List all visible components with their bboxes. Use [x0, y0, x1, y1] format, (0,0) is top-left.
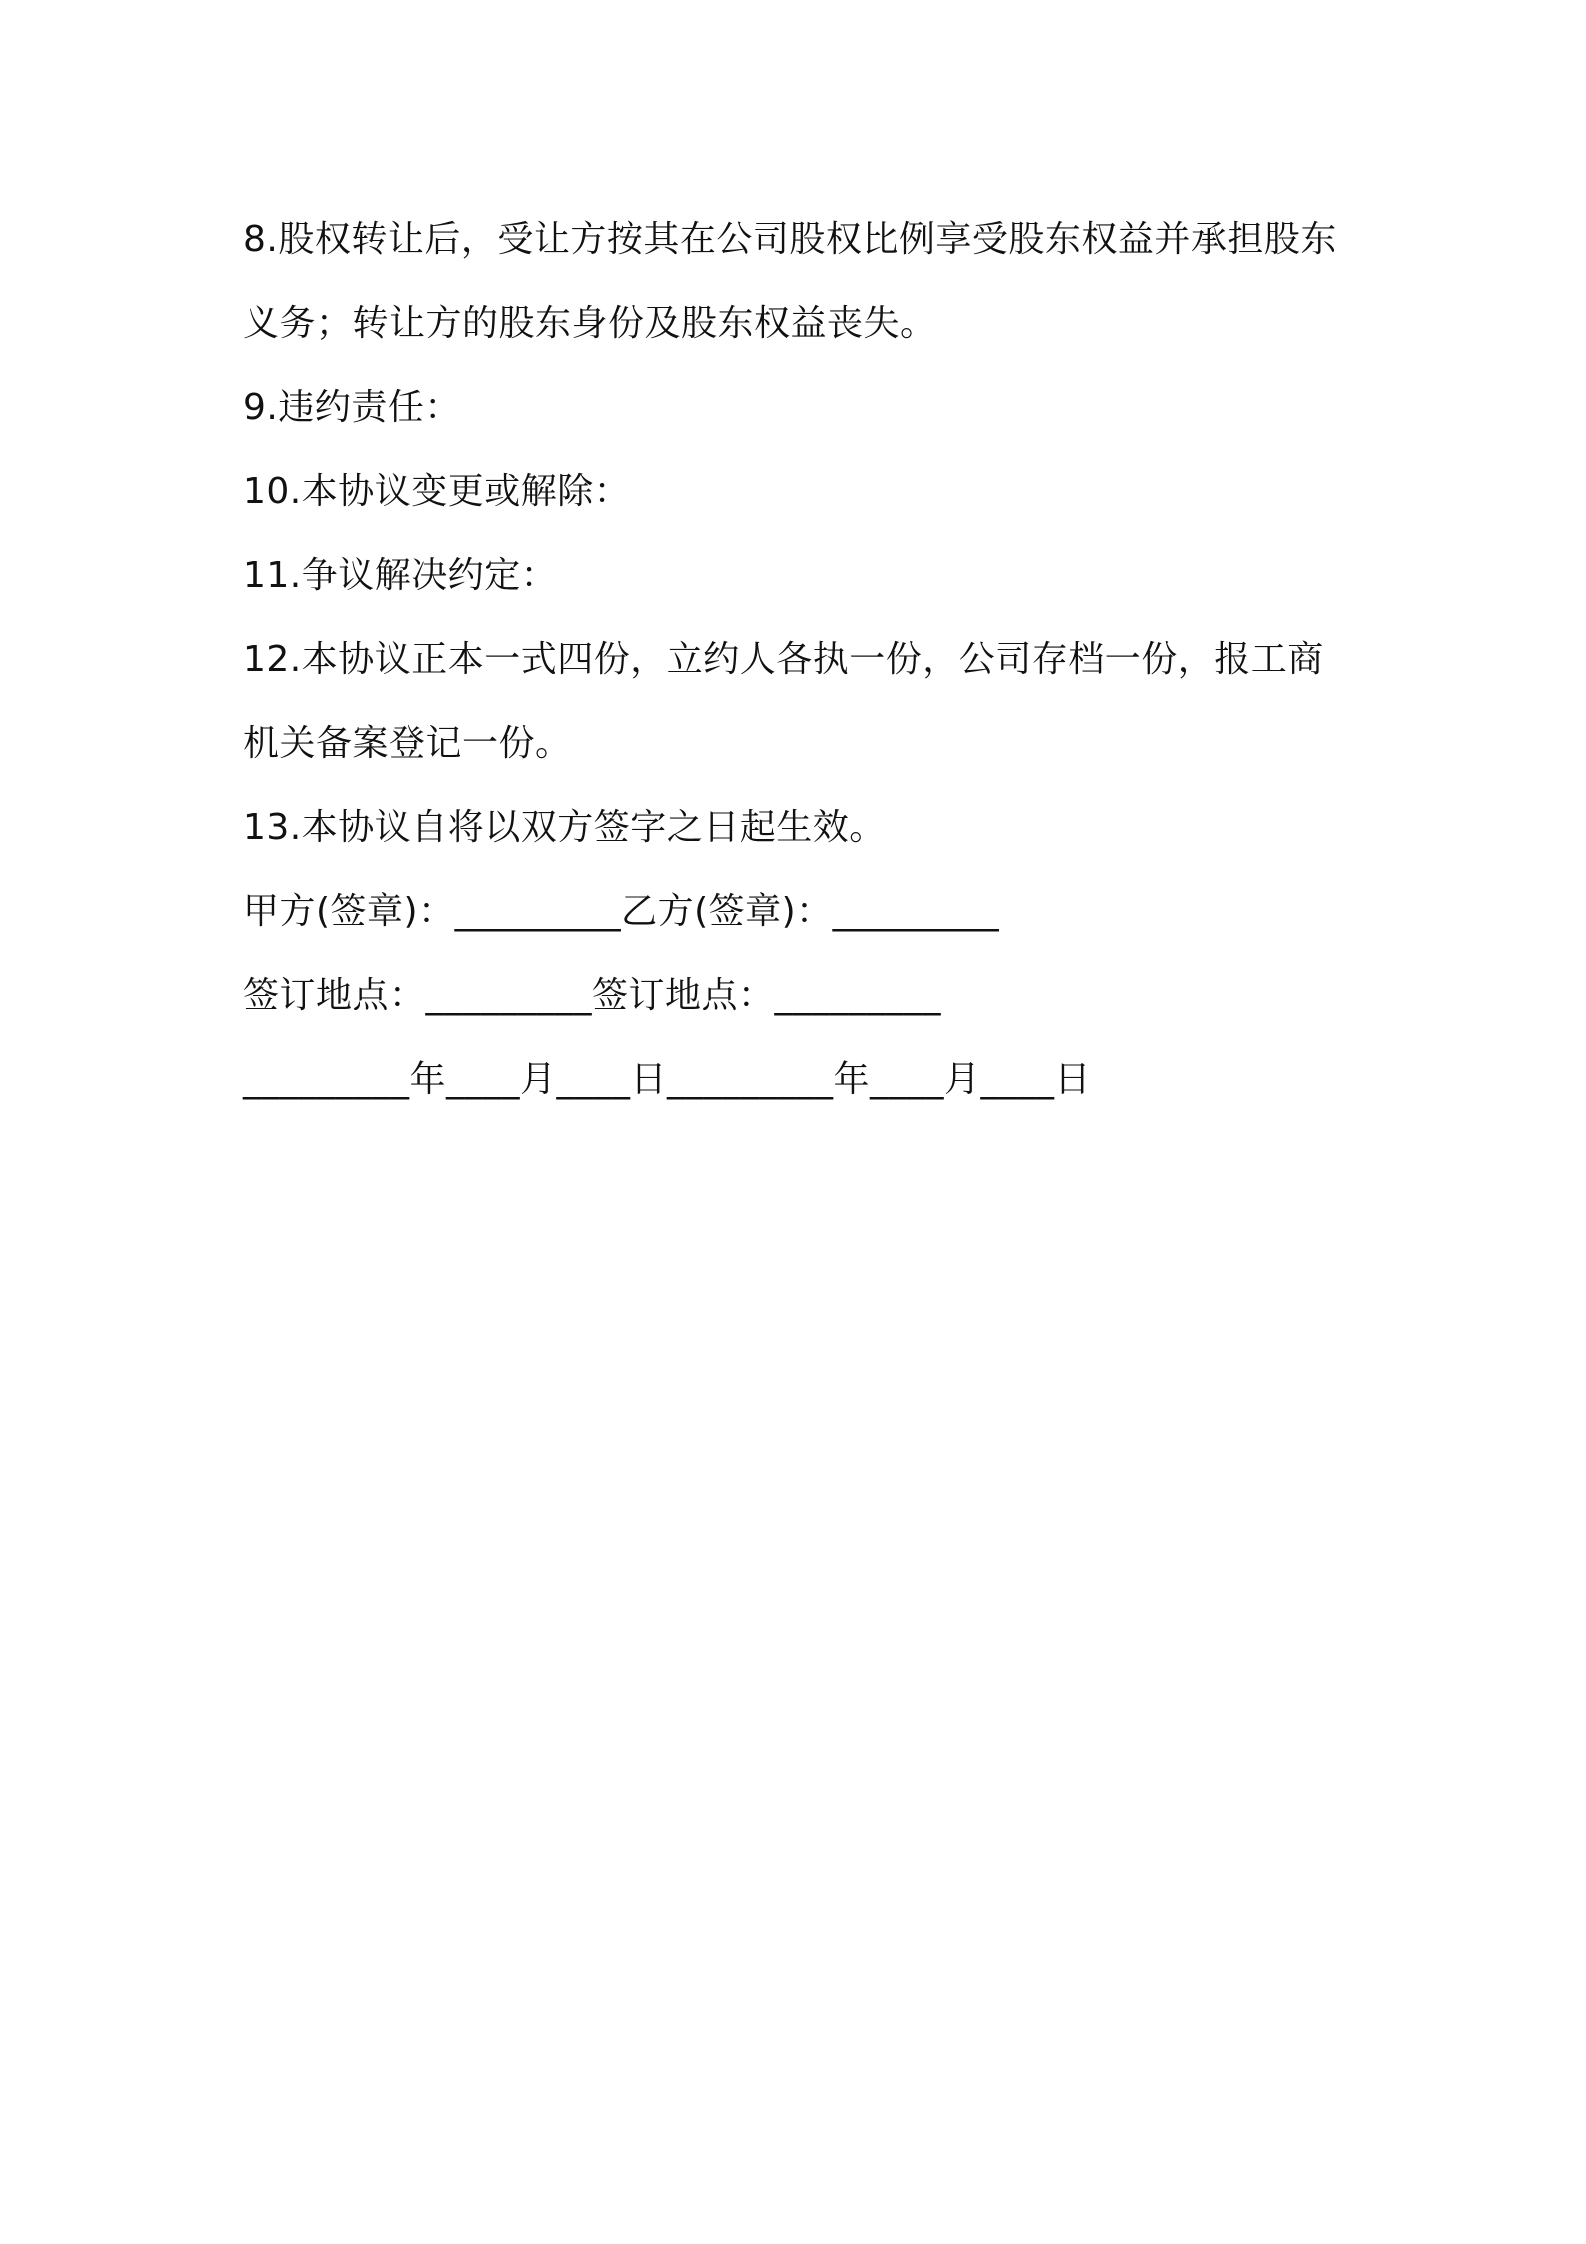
clause-12-line-1: 12.本协议正本一式四份，立约人各执一份，公司存档一份，报工商 — [243, 639, 1324, 680]
signature-date-line: _________年____月____日_________年____月____日 — [243, 1059, 1091, 1100]
clause-12-line-2: 机关备案登记一份。 — [243, 723, 572, 764]
document-body — [243, 198, 1363, 1122]
clause-9-line-1: 9.违约责任： — [243, 387, 461, 428]
clause-8-line-1: 8.股权转让后，受让方按其在公司股权比例享受股东权益并承担股东 — [243, 219, 1337, 260]
signature-block — [243, 870, 1363, 1122]
clause-13 — [243, 786, 1363, 870]
signature-parties-line: 甲方(签章)：_________乙方(签章)：_________ — [243, 891, 1000, 932]
clause-9 — [243, 366, 1363, 450]
clause-13-line-1: 13.本协议自将以双方签字之日起生效。 — [243, 807, 886, 848]
clause-8 — [243, 198, 1363, 366]
clause-12 — [243, 618, 1363, 786]
clause-8-line-2: 义务；转让方的股东身份及股东权益丧失。 — [243, 303, 937, 344]
clause-11-line-1: 11.争议解决约定： — [243, 555, 558, 596]
clause-10 — [243, 450, 1363, 534]
signature-place-line: 签订地点：_________签订地点：_________ — [243, 975, 942, 1016]
clause-11 — [243, 534, 1363, 618]
clause-10-line-1: 10.本协议变更或解除： — [243, 471, 631, 512]
